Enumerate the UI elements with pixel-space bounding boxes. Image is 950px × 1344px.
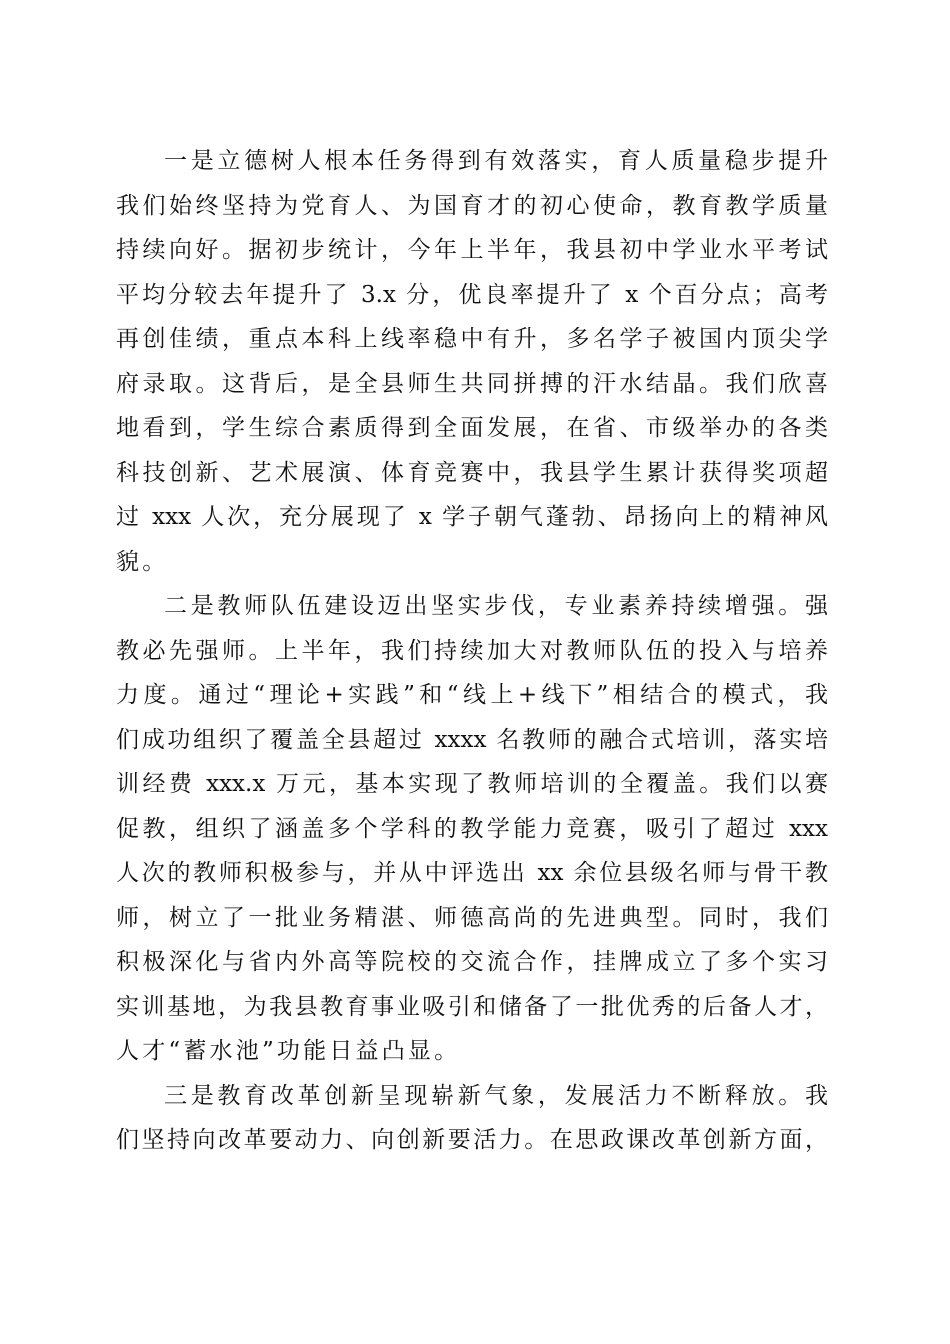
paragraph-2-line: 积极深化与省内外高等院校的交流合作，挂牌成立了多个实习 [116,949,828,975]
paragraph-3-first-line: 三是教育改革创新呈现崭新气象，发展活力不断释放。我 [164,1082,828,1109]
paragraph-2-first-line: 二是教师队伍建设迈出坚实步伐，专业素养持续增强。强 [164,593,828,619]
paragraph-1-line: 持续向好。据初步统计，今年上半年，我县初中学业水平考试 [116,237,828,263]
paragraph-1-line: 再创佳绩，重点本科上线率稳中有升，多名学子被国内顶尖学 [116,326,828,352]
paragraph-1-line: 过 xxx 人次，充分展现了 x 学子朝气蓬勃、昂扬向上的精神风 [116,504,828,530]
paragraph-1-line: 我们始终坚持为党育人、为国育才的初心使命，教育教学质量 [116,192,828,219]
paragraph-2-line: 们成功组织了覆盖全县超过 xxxx 名教师的融合式培训，落实培 [116,726,828,753]
paragraph-1-line: 平均分较去年提升了 3.x 分，优良率提升了 x 个百分点；高考 [116,281,828,308]
paragraph-1-line: 地看到，学生综合素质得到全面发展，在省、市级举办的各类 [116,415,828,441]
paragraph-1-line: 科技创新、艺术展演、体育竞赛中，我县学生累计获得奖项超 [116,459,828,486]
paragraph-1-line: 貌。 [116,548,169,575]
paragraph-2-line: 训经费 xxx.x 万元，基本实现了教师培训的全覆盖。我们以赛 [116,771,828,797]
paragraph-2-line: 师，树立了一批业务精湛、师德高尚的先进典型。同时，我们 [116,904,828,931]
paragraph-1-line: 府录取。这背后，是全县师生共同拼搏的汗水结晶。我们欣喜 [116,370,828,397]
paragraph-1-heading: 一是立德树人根本任务得到有效落实，育人质量稳步提升 [164,148,828,174]
document-body [116,139,828,1163]
paragraph-2-line: 教必先强师。上半年，我们持续加大对教师队伍的投入与培养 [116,637,828,664]
paragraph-2-line: 力度。通过“理论+实践”和“线上+线下”相结合的模式，我 [116,682,828,708]
paragraph-2-line: 促教，组织了涵盖多个学科的教学能力竞赛，吸引了超过 xxx [116,815,828,842]
paragraph-2-line: 实训基地，为我县教育事业吸引和储备了一批优秀的后备人才， [116,993,828,1020]
paragraph-2-line: 人次的教师积极参与，并从中评选出 xx 余位县级名师与骨干教 [116,860,828,886]
paragraph-2-line: 人才“蓄水池”功能日益凸显。 [116,1038,461,1064]
paragraph-3-line: 们坚持向改革要动力、向创新要活力。在思政课改革创新方面， [116,1127,828,1153]
